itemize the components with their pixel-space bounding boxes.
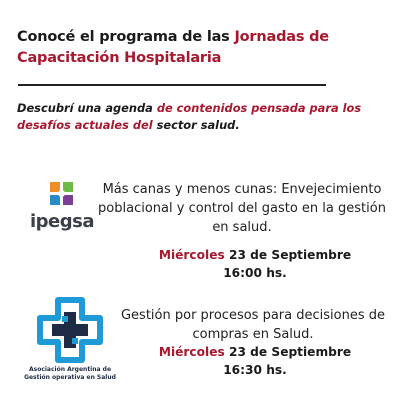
session-2-time: 16:30 hs. [223, 363, 287, 377]
session-1-date: 23 de Septiembre [224, 248, 352, 262]
session-1-weekday: Miércoles [158, 248, 225, 262]
session-2-topic: Gestión por procesos para decisiones de compras en Salud. [120, 308, 385, 342]
intro-highlight: de contenidos pensada para los desafíos actuales del [17, 101, 362, 132]
session-2-weekday: Miércoles [158, 345, 225, 359]
intro-text [17, 100, 387, 134]
session-1-topic: Más canas y menos cunas: Envejecimiento poblacional y control del gasto en la gestión en salud. [98, 182, 386, 235]
session-1-datetime [130, 246, 380, 282]
session-1-time: 16:00 hs. [223, 266, 287, 280]
session-2-datetime [130, 343, 380, 379]
ipegsa-mark-icon [27, 180, 97, 212]
title-highlight: Jornadas de Capacitación Hospitalaria [17, 29, 329, 66]
intro-part1: Descubrí una agenda [17, 101, 157, 115]
page-title [17, 27, 387, 69]
session-2-date: 23 de Septiembre [224, 345, 352, 359]
ipegsa-logo [27, 180, 97, 240]
aaggos-wordmark: Asociación Argentina de Gestión operativa en Salud [24, 366, 116, 381]
ipegsa-wordmark: ipegsa [29, 211, 94, 232]
medical-cross-icon [20, 296, 120, 366]
title-divider [18, 84, 326, 86]
aaggos-logo [20, 296, 120, 394]
intro-part2: sector salud. [152, 118, 240, 132]
title-text: Conocé el programa de las [17, 29, 235, 45]
